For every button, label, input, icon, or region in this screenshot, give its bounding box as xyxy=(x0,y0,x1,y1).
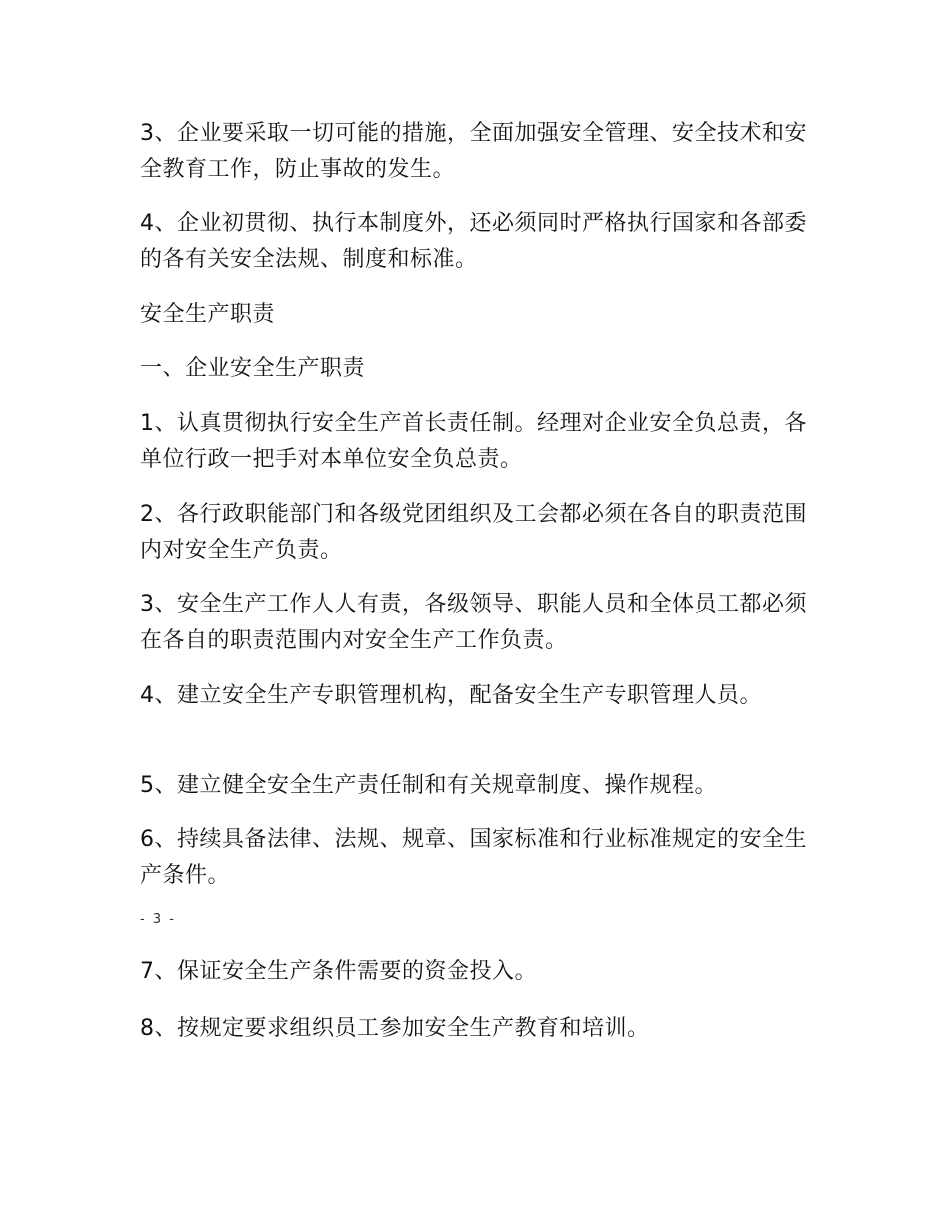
duty-item-8: 8、按规定要求组织员工参加安全生产教育和培训。 xyxy=(140,1016,650,1041)
subsection-heading-enterprise-duties: 一、企业安全生产职责 xyxy=(140,356,366,381)
duty-item-2: 2、各行政职能部门和各级党团组织及工会都必须在各自的职责范围内对安全生产负责。 xyxy=(140,502,807,563)
paragraph-4-regulations: 4、企业初贯彻、执行本制度外，还必须同时严格执行国家和各部委的各有关安全法规、制度和标准。 xyxy=(140,211,807,272)
duty-item-3: 3、安全生产工作人人有责，各级领导、职能人员和全体员工都必须在各自的职责范围内对安全生产工作负责。 xyxy=(140,592,807,653)
duty-item-1: 1、认真贯彻执行安全生产首长责任制。经理对企业安全负总责，各单位行政一把手对本单位安全负总责。 xyxy=(140,411,807,472)
duty-item-6: 6、持续具备法律、法规、规章、国家标准和行业标准规定的安全生产条件。 xyxy=(140,827,807,888)
duty-item-4: 4、建立安全生产专职管理机构，配备安全生产专职管理人员。 xyxy=(140,683,762,708)
page-number: - 3 - xyxy=(140,912,176,927)
paragraph-3-safety-measures: 3、企业要采取一切可能的措施，全面加强安全管理、安全技术和安全教育工作，防止事故的发生。 xyxy=(140,121,807,182)
section-heading-safety-duties: 安全生产职责 xyxy=(140,302,276,327)
duty-item-7: 7、保证安全生产条件需要的资金投入。 xyxy=(140,959,537,984)
duty-item-5: 5、建立健全安全生产责任制和有关规章制度、操作规程。 xyxy=(140,773,717,798)
